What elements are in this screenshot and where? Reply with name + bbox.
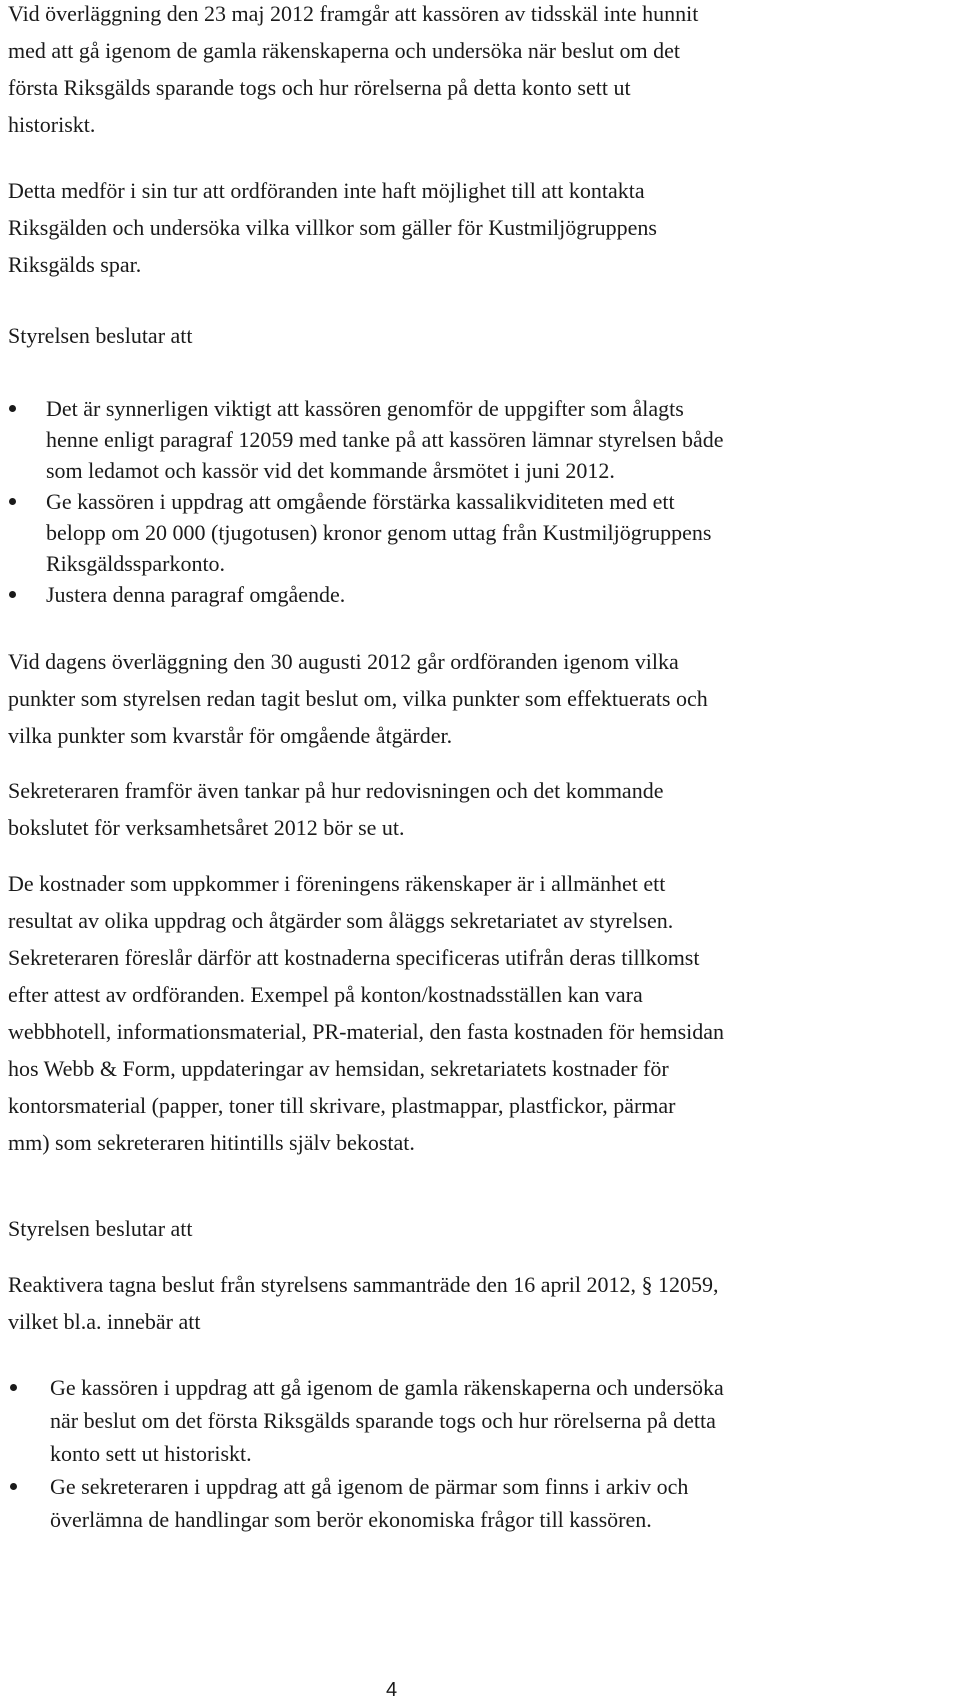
text-line: belopp om 20 000 (tjugotusen) kronor genom uttag från Kustmiljögruppens [46,520,712,545]
paragraph-5 [8,865,724,1161]
text-line: Riksgälds spar. [8,252,142,277]
text-line: resultat av olika uppdrag och åtgärder som åläggs sekretariatet av styrelsen. [8,908,674,933]
heading-text: Styrelsen beslutar att [8,1216,193,1241]
text-line: med att gå igenom de gamla räkenskaperna och undersöka när beslut om det [8,38,680,63]
text-line: som ledamot och kassör vid det kommande årsmötet i juni 2012. [46,458,615,483]
bullet-icon [9,591,16,598]
decision-list-1 [46,393,723,610]
paragraph-6 [8,1266,719,1340]
section-heading-1 [8,317,193,354]
text-line: Vid överläggning den 23 maj 2012 framgår att kassören av tidsskäl inte hunnit [8,1,699,26]
list-item [50,1371,724,1470]
text-line: efter attest av ordföranden. Exempel på konton/kostnadsställen kan vara [8,982,643,1007]
text-line: Vid dagens överläggning den 30 augusti 2012 går ordföranden igenom vilka [8,649,679,674]
text-line: Ge sekreteraren i uppdrag att gå igenom de pärmar som finns i arkiv och [50,1474,689,1499]
text-line: De kostnader som uppkommer i föreningens räkenskaper är i allmänhet ett [8,871,666,896]
paragraph-4 [8,772,663,846]
text-line: Det är synnerligen viktigt att kassören genomför de uppgifter som ålagts [46,396,684,421]
text-line: överlämna de handlingar som berör ekonomiska frågor till kassören. [50,1507,652,1532]
text-line: punkter som styrelsen redan tagit beslut om, vilka punkter som effektuerats och [8,686,708,711]
list-item [46,579,723,610]
text-line: Sekreteraren framför även tankar på hur redovisningen och det kommande [8,778,664,803]
list-item [46,486,723,579]
text-line: vilka punkter som kvarstår för omgående åtgärder. [8,723,453,748]
heading-text: Styrelsen beslutar att [8,323,193,348]
text-line: när beslut om det första Riksgälds sparande togs och hur rörelserna på detta [50,1408,716,1433]
bullet-icon [10,1384,17,1391]
page-number: 4 [386,1679,398,1701]
text-line: mm) som sekreteraren hitintills själv bekostat. [8,1130,415,1155]
paragraph-1 [8,0,698,143]
text-line: Ge kassören i uppdrag att omgående förstärka kassalikviditeten med ett [46,489,675,514]
bullet-icon [9,498,16,505]
text-line: Reaktivera tagna beslut från styrelsens sammanträde den 16 april 2012, § 12059, [8,1272,719,1297]
bullet-icon [9,405,16,412]
text-line: Ge kassören i uppdrag att gå igenom de gamla räkenskaperna och undersöka [50,1375,724,1400]
text-line: webbhotell, informationsmaterial, PR-material, den fasta kostnaden för hemsidan [8,1019,725,1044]
text-line: kontorsmaterial (papper, toner till skrivare, plastmappar, plastfickor, pärmar [8,1093,676,1118]
text-line: Justera denna paragraf omgående. [46,582,346,607]
text-line: Riksgäldssparkonto. [46,551,226,576]
section-heading-2 [8,1210,193,1247]
text-line: hos Webb & Form, uppdateringar av hemsidan, sekretariatets kostnader för [8,1056,669,1081]
decision-list-2 [50,1371,724,1536]
paragraph-2 [8,172,657,283]
paragraph-3 [8,643,708,754]
text-line: Riksgälden och undersöka vilka villkor som gäller för Kustmiljögruppens [8,215,657,240]
text-line: Detta medför i sin tur att ordföranden inte haft möjlighet till att kontakta [8,178,645,203]
text-line: vilket bl.a. innebär att [8,1309,201,1334]
bullet-icon [10,1483,17,1490]
text-line: konto sett ut historiskt. [50,1441,252,1466]
text-line: första Riksgälds sparande togs och hur rörelserna på detta konto sett ut [8,75,631,100]
text-line: henne enligt paragraf 12059 med tanke på att kassören lämnar styrelsen både [46,427,724,452]
list-item [46,393,723,486]
text-line: Sekreteraren föreslår därför att kostnaderna specificeras utifrån deras tillkomst [8,945,700,970]
list-item [50,1470,724,1536]
text-line: historiskt. [8,112,96,137]
text-line: bokslutet för verksamhetsåret 2012 bör se ut. [8,815,405,840]
